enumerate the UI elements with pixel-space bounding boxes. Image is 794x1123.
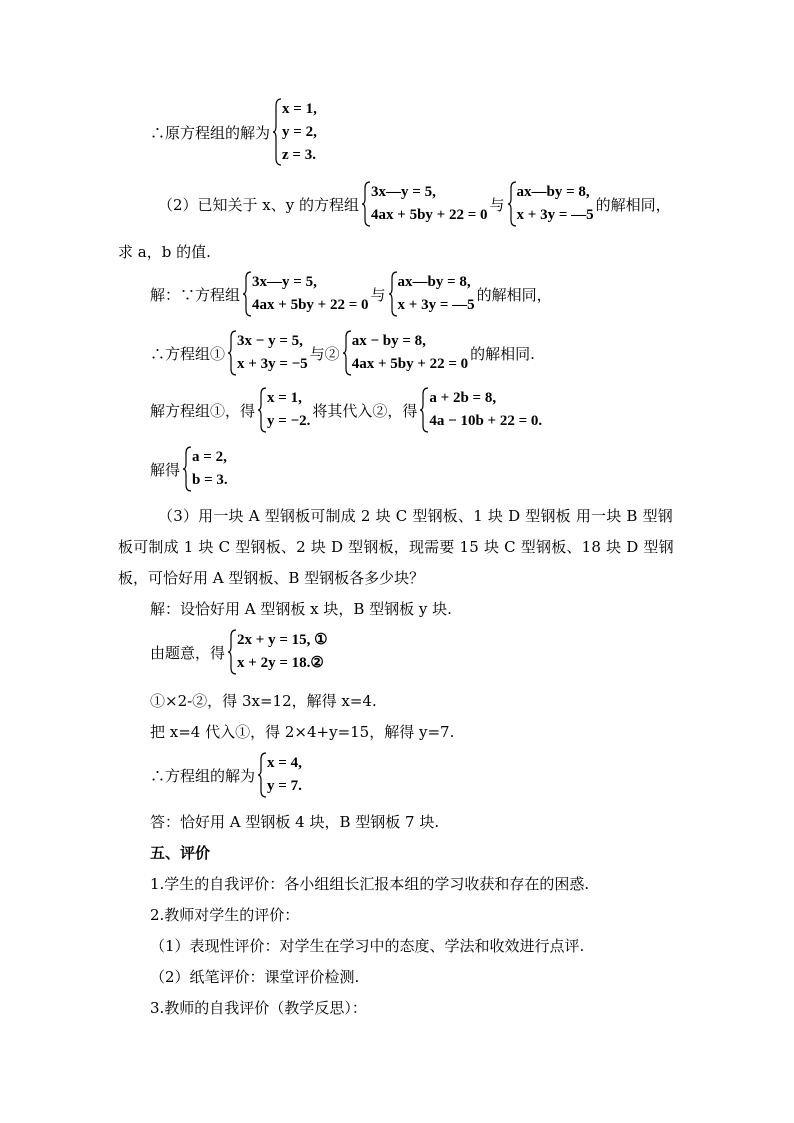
evaluation-subitem: （2）纸笔评价：课堂评价检测. [150,968,360,986]
step-prefix: ∴方程组① [150,344,226,363]
step-prefix: 解得 [150,460,181,479]
question-3-line-3: 板，可恰好用 A 型钢板、B 型钢板各多少块？ [118,569,425,587]
equation: x + 3y = −5 [237,356,308,372]
suffix-text: 的解相同， [595,195,671,214]
equation: 4ax + 5by + 22 = 0 [351,356,469,372]
solution-step [150,446,230,492]
question-3-line-1: （3）用一块 A 型钢板可制成 2 块 C 型钢板、1 块 D 型钢板 用一块 B 型钢 [158,507,674,525]
answer-text: 答：恰好用 A 型钢板 4 块，B 型钢板 7 块. [150,813,440,831]
solution-line-1 [150,98,319,167]
equation: ax − by = 8, [351,333,426,349]
equation: y = −2. [267,413,311,429]
equation-system [507,181,594,227]
solution-prefix: ∴原方程组的解为 [150,124,271,142]
step-prefix: ∴方程组的解为 [150,766,256,785]
solution-step-text: ①×2-②，得 3x=12，解得 x=4. [150,692,377,710]
equation-system [227,330,308,376]
equation: x + 2y = 18.② [237,655,324,671]
solution-step [150,330,535,376]
connector-text: 与 [370,285,386,304]
equation-system [361,181,487,227]
suffix-text: 的解相同， [476,285,552,304]
evaluation-item: 1.学生的自我评价：各小组组长汇报本组的学习收获和存在的困惑. [150,875,590,893]
brace-icon [507,181,517,227]
equation-system [227,629,328,675]
equation: 4ax + 5by + 22 = 0 [371,207,488,223]
equation: 3x—y = 5, [371,184,436,200]
equation: 4ax + 5by + 22 = 0 [252,297,369,313]
solution-step [150,387,544,433]
brace-icon [182,446,192,492]
section-heading: 五、评价 [150,844,211,862]
evaluation-subitem: （1）表现性评价：对学生在学习中的态度、学法和收效进行点评. [150,937,585,955]
solution-setup: 解：设恰好用 A 型钢板 x 块，B 型钢板 y 块. [150,600,452,618]
equation: ax—by = 8, [516,184,590,200]
brace-icon [242,271,252,317]
equation-system [342,330,468,376]
question-2-line [158,181,671,227]
step-prefix: 解方程组①，得 [150,401,256,420]
evaluation-item: 3.教师的自我评价（教学反思）： [150,999,367,1017]
equation: x + 3y = —5 [516,207,594,223]
equation: b = 3. [192,472,228,488]
solution-step [150,271,552,317]
equation-system [419,387,542,433]
brace-icon [257,387,267,433]
equation: 3x—y = 5, [252,274,317,290]
step-prefix: 由题意，得 [150,643,226,662]
equation: a + 2b = 8, [429,390,497,406]
equation: ax—by = 8, [397,274,471,290]
question-3-line-2: 板可制成 1 块 C 型钢板、2 块 D 型钢板，现需要 15 块 C 型钢板、18 块 D 型钢 [118,538,674,556]
equation: x = 1, [267,390,302,406]
equation: x = 1, [282,101,317,117]
solution-step-text: 把 x=4 代入①，得 2×4+y=15，解得 y=7. [150,723,455,741]
brace-icon [227,629,237,675]
brace-icon [227,330,237,376]
equation-system [257,387,310,433]
equation: x = 4, [267,755,302,771]
equation-system [388,271,475,317]
solution-step [150,629,330,675]
brace-icon [361,181,371,227]
step-prefix: 解：∵方程组 [150,285,241,304]
evaluation-item: 2.教师对学生的评价： [150,906,300,924]
equation-system [272,98,317,167]
brace-icon [272,98,282,166]
equation: x + 3y = —5 [397,297,475,313]
connector-text: 与 [489,195,505,214]
equation: y = 2, [282,124,317,140]
equation: 4a − 10b + 22 = 0. [429,413,543,429]
brace-icon [419,387,429,433]
suffix-text: 的解相同. [470,344,535,363]
connector-text: 将其代入②，得 [312,401,418,420]
equation-system [242,271,368,317]
brace-icon [388,271,398,317]
equation: 2x + y = 15, ① [237,632,328,648]
connector-text: 与② [309,344,340,363]
solution-step [150,752,304,798]
equation-system [182,446,228,492]
equation: a = 2, [192,449,227,465]
question-2-continuation: 求 a，b 的值. [118,243,211,261]
brace-icon [257,752,267,798]
equation: 3x − y = 5, [237,333,303,349]
equation: y = 7. [267,778,302,794]
equation-system [257,752,302,798]
brace-icon [342,330,352,376]
equation: z = 3. [282,147,316,163]
question-prefix: （2）已知关于 x、y 的方程组 [158,195,360,214]
